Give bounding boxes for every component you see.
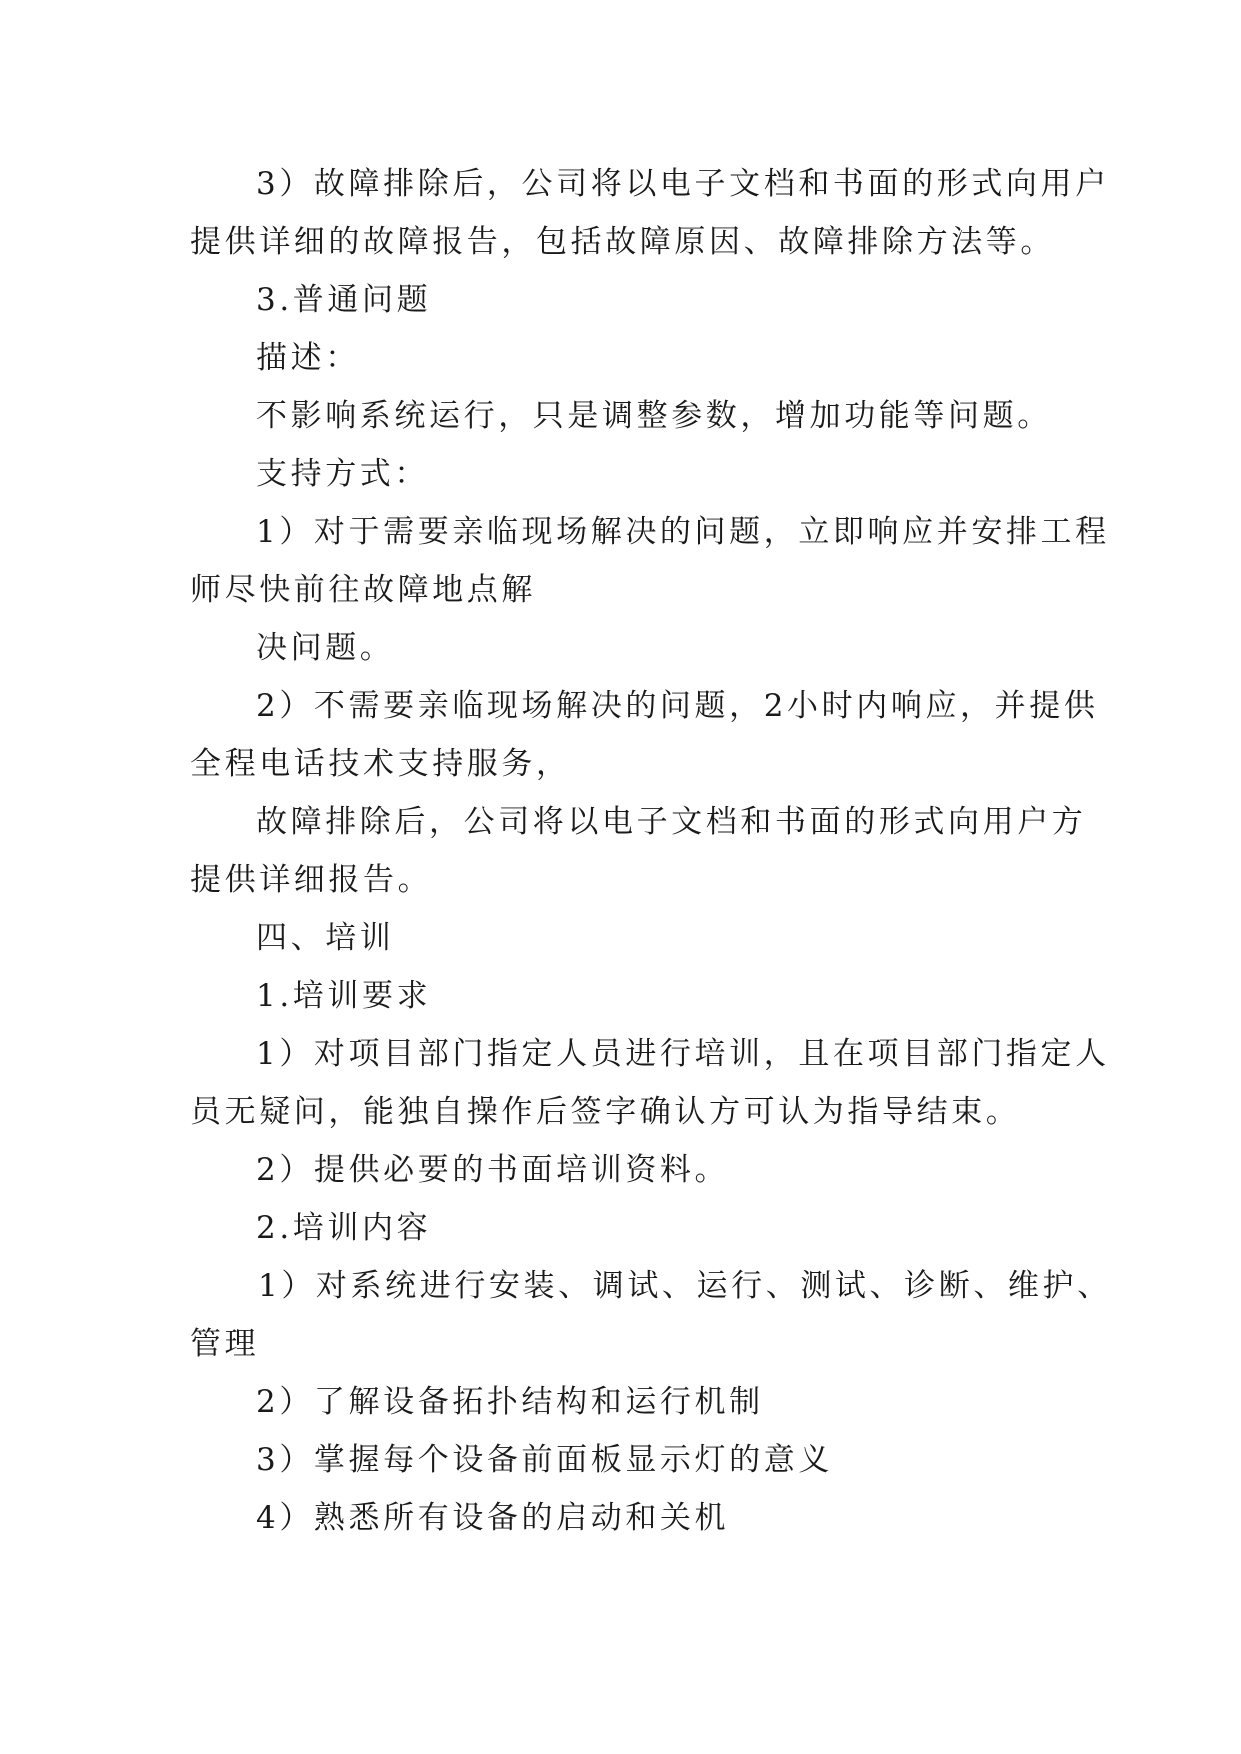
paragraph-line: 2）提供必要的书面培训资料。 xyxy=(256,1152,730,1188)
section-heading: 四、培训 xyxy=(256,920,395,956)
paragraph-line: 2）不需要亲临现场解决的问题，2小时内响应，并提供 xyxy=(256,688,1099,724)
paragraph-line: 全程电话技术支持服务， xyxy=(190,746,571,782)
paragraph-line: 2）了解设备拓扑结构和运行机制 xyxy=(256,1384,764,1420)
section-heading: 3.普通问题 xyxy=(256,282,432,318)
paragraph-line: 师尽快前往故障地点解 xyxy=(190,572,536,608)
section-heading: 2.培训内容 xyxy=(256,1210,432,1246)
paragraph-line: 决问题。 xyxy=(256,630,395,666)
paragraph-line: 1）对系统进行安装、调试、运行、测试、诊断、维护、 xyxy=(258,1268,1112,1304)
paragraph-line: 员无疑问，能独自操作后签字确认方可认为指导结束。 xyxy=(190,1094,1021,1130)
paragraph-line: 不影响系统运行，只是调整参数，增加功能等问题。 xyxy=(256,398,1052,434)
paragraph-line: 3）故障排除后，公司将以电子文档和书面的形式向用户 xyxy=(256,166,1110,202)
paragraph-line: 故障排除后，公司将以电子文档和书面的形式向用户方 xyxy=(256,804,1087,840)
paragraph-line: 管理 xyxy=(190,1326,260,1362)
paragraph-line: 3）掌握每个设备前面板显示灯的意义 xyxy=(256,1442,833,1478)
label-line: 描述： xyxy=(256,340,360,376)
paragraph-line: 提供详细的故障报告，包括故障原因、故障排除方法等。 xyxy=(190,224,1055,260)
paragraph-line: 提供详细报告。 xyxy=(190,862,433,898)
paragraph-line: 4）熟悉所有设备的启动和关机 xyxy=(256,1500,730,1536)
paragraph-line: 1）对项目部门指定人员进行培训，且在项目部门指定人 xyxy=(256,1036,1110,1072)
paragraph-line: 1）对于需要亲临现场解决的问题，立即响应并安排工程 xyxy=(256,514,1110,550)
section-heading: 1.培训要求 xyxy=(256,978,432,1014)
label-line: 支持方式： xyxy=(256,456,429,492)
